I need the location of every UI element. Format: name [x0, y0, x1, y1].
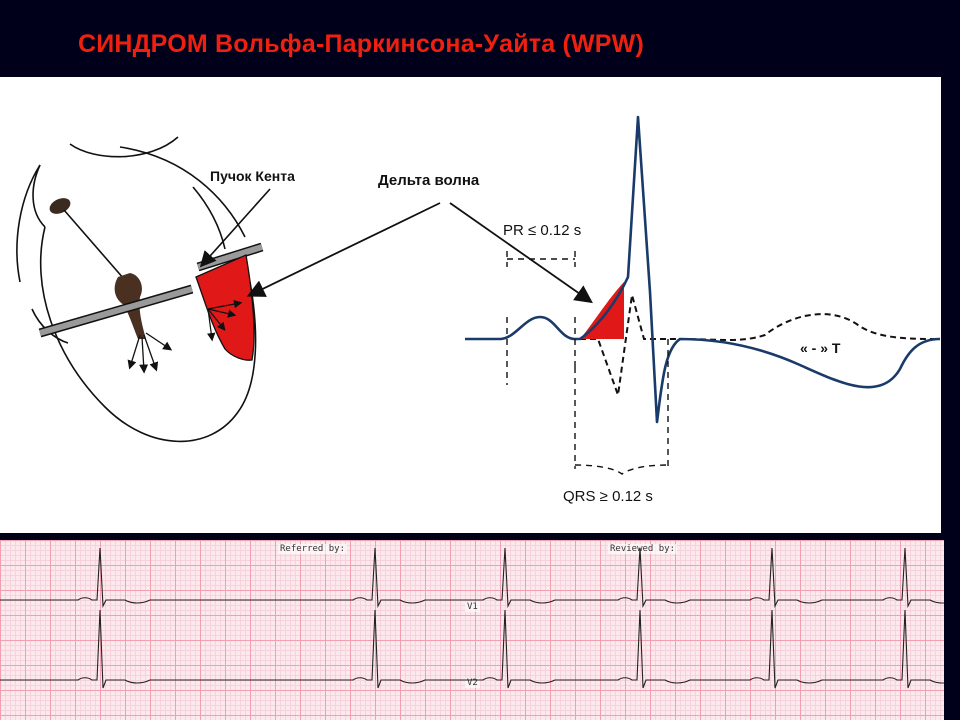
delta-wave-fill — [580, 282, 624, 339]
diagram-panel — [0, 77, 941, 533]
ecg-rhythm-strip — [0, 540, 944, 720]
label-qrs-duration: QRS ≥ 0.12 s — [563, 488, 653, 505]
delta-wave-pointer-right — [450, 203, 590, 301]
slide-title: СИНДРОМ Вольфа-Паркинсона-Уайта (WPW) — [78, 30, 644, 58]
label-kent-bundle: Пучок Кента — [210, 168, 295, 184]
normal-ecg-dashed — [580, 295, 935, 395]
sa-node — [47, 195, 73, 217]
lead-label-v1: V1 — [467, 602, 478, 612]
reviewed-by-label: Reviewed by: — [610, 544, 676, 554]
wpw-ecg-trace — [465, 117, 940, 422]
lead-label-v2: V2 — [467, 678, 478, 688]
lead-2-path — [0, 610, 944, 688]
lead-2-trace — [0, 610, 944, 688]
referred-by-label: Referred by: — [280, 544, 346, 554]
bundle-branch-arrows — [130, 333, 170, 371]
label-delta-wave: Дельта волна — [378, 172, 480, 189]
label-pr-interval: PR ≤ 0.12 s — [503, 222, 582, 239]
wpw-diagram — [0, 77, 941, 533]
label-negative-t: « - » T — [800, 340, 841, 356]
pre-excited-region — [196, 255, 254, 360]
lead-1-trace — [0, 548, 944, 606]
ecg-strip-traces — [0, 540, 944, 720]
lead-1-path — [0, 548, 944, 606]
internodal-pathway — [64, 210, 124, 279]
delta-wave-pointer-left — [250, 203, 440, 295]
